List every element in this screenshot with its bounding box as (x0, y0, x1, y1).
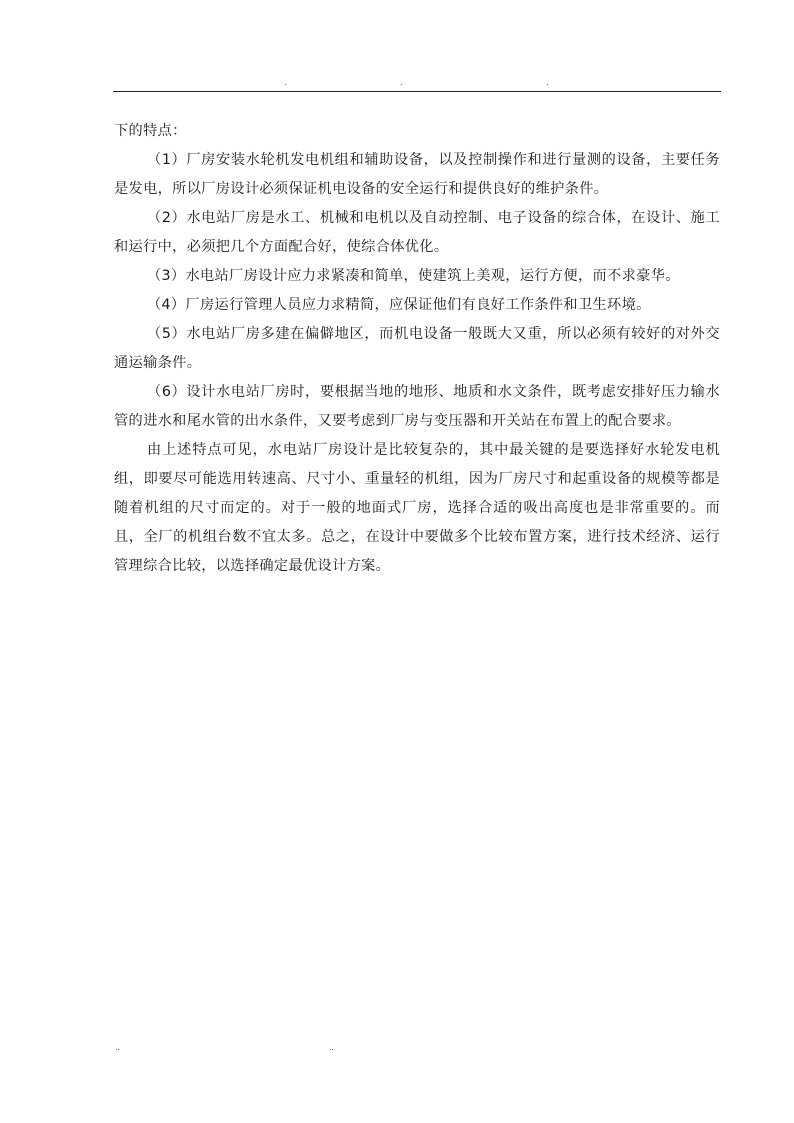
paragraph-item-3: （3）水电站厂房设计应力求紧凑和简单，使建筑上美观，运行方便，而不求豪华。 (147, 268, 680, 284)
header-mark: . (400, 78, 403, 87)
paragraph-item-4: （4）厂房运行管理人员应力求精简，应保证他们有良好工作条件和卫生环境。 (147, 297, 651, 313)
header-mark: . (284, 78, 287, 87)
paragraph-intro: 下的特点： (114, 123, 187, 139)
paragraph-item-5: （5）水电站厂房多建在偏僻地区，而机电设备一般既大又重，所以必须有较好的对外交通运输条件。 (114, 326, 720, 371)
header-rule (113, 91, 721, 92)
paragraph-item-6: （6）设计水电站厂房时，要根据当地的地形、地质和水文条件，既考虑安排好压力输水管的进水和尾水管的出水条件，又要考虑到厂房与变压器和开关站在布置上的配合要求。 (114, 384, 720, 429)
footer-marks (0, 1043, 794, 1053)
header-marks (0, 78, 794, 88)
paragraph-summary: 由上述特点可见，水电站厂房设计是比较复杂的，其中最关键的是要选择好水轮发电机组，即要尽可能选用转速高、尺寸小、重量轻的机组，因为厂房尺寸和起重设备的规模等都是随着机组的尺寸而定的。对于一般的地面式厂房，选择合适的吸出高度也是非常重要的。而且，全厂的机组台数不宜太多。总之，在设计中要做多个比较布置方案，进行技术经济、运行管理综合比较，以选择确定最优设计方案。 (114, 442, 720, 574)
paragraph-item-1: （1）厂房安装水轮机发电机组和辅助设备，以及控制操作和进行量测的设备，主要任务是发电，所以厂房设计必须保证机电设备的安全运行和提供良好的维护条件。 (114, 152, 720, 197)
header-mark: . (546, 78, 549, 87)
footer-mark: .. (115, 1043, 121, 1052)
footer-mark: .. (329, 1043, 335, 1052)
document-body (114, 117, 720, 581)
paragraph-item-2: （2）水电站厂房是水工、机械和电机以及自动控制、电子设备的综合体，在设计、施工和运行中，必须把几个方面配合好，使综合体优化。 (114, 210, 720, 255)
